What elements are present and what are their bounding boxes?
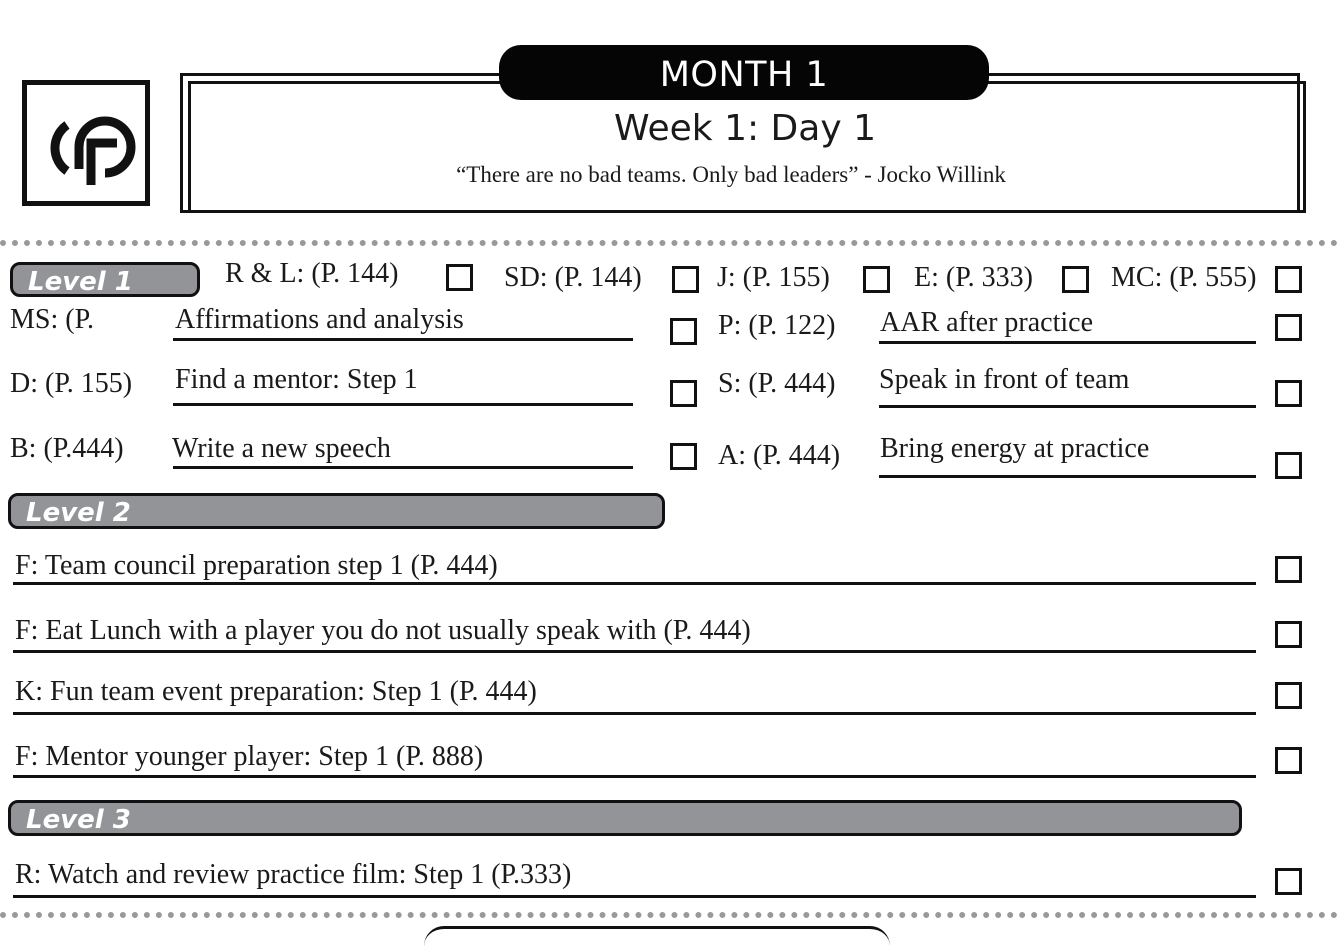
level2-item-2: F: Eat Lunch with a player you do not usually speak with (P. 444) <box>15 615 751 646</box>
level3-item-1-checkbox[interactable] <box>1275 868 1302 895</box>
level-3-bar: Level 3 <box>8 800 1242 836</box>
logo-mark-icon <box>27 85 145 201</box>
ref-mc-checkbox[interactable] <box>1275 266 1302 293</box>
row2-left-underline <box>173 403 633 406</box>
row1-left-underline <box>173 338 633 341</box>
row3-right-label: A: (P. 444) <box>718 440 841 471</box>
row2-right-label: S: (P. 444) <box>718 368 836 399</box>
level2-item-2-underline <box>13 650 1256 653</box>
level2-item-4: F: Mentor younger player: Step 1 (P. 888) <box>15 741 484 772</box>
row1-right-label: P: (P. 122) <box>718 310 836 341</box>
level2-item-3: K: Fun team event preparation: Step 1 (P. 444) <box>15 676 537 707</box>
level2-item-1-underline <box>13 582 1256 585</box>
row1-right-checkbox[interactable] <box>1275 314 1302 341</box>
level-1-bar: Level 1 <box>10 262 200 297</box>
row1-right-underline <box>879 341 1256 344</box>
ref-e-checkbox[interactable] <box>1062 266 1089 293</box>
next-section-pill-edge <box>424 926 890 949</box>
row3-right-item: Bring energy at practice <box>880 433 1150 464</box>
row2-right-item: Speak in front of team <box>879 364 1130 395</box>
level2-item-3-checkbox[interactable] <box>1275 682 1302 709</box>
top-dotted-separator <box>0 240 1338 246</box>
ref-e-label: E: (P. 333) <box>914 262 1033 293</box>
row1-left-checkbox[interactable] <box>670 318 697 345</box>
row3-right-underline <box>879 475 1256 478</box>
row1-left-item: Affirmations and analysis <box>175 304 464 335</box>
level-2-bar: Level 2 <box>8 493 665 529</box>
level2-item-4-underline <box>13 775 1256 778</box>
row3-left-checkbox[interactable] <box>670 443 697 470</box>
row2-left-label: D: (P. 155) <box>10 368 133 399</box>
level3-item-1: R: Watch and review practice film: Step 1 (P.333) <box>15 859 572 890</box>
level3-item-1-underline <box>13 895 1256 898</box>
month-badge: MONTH 1 <box>499 45 989 100</box>
row2-right-underline <box>879 405 1256 408</box>
level2-item-1-checkbox[interactable] <box>1275 556 1302 583</box>
row3-right-checkbox[interactable] <box>1275 452 1302 479</box>
row2-left-checkbox[interactable] <box>670 380 697 407</box>
ref-sd-checkbox[interactable] <box>672 266 699 293</box>
bottom-dotted-separator <box>0 912 1338 918</box>
level2-item-1: F: Team council preparation step 1 (P. 444) <box>15 550 498 581</box>
ref-sd-label: SD: (P. 144) <box>504 262 642 293</box>
row3-left-item: Write a new speech <box>172 433 391 464</box>
logo <box>22 80 150 206</box>
ref-j-checkbox[interactable] <box>863 266 890 293</box>
row2-right-checkbox[interactable] <box>1275 380 1302 407</box>
row3-left-underline <box>173 466 633 469</box>
ref-mc-label: MC: (P. 555) <box>1111 262 1257 293</box>
ref-rl-checkbox[interactable] <box>446 264 473 291</box>
level2-item-2-checkbox[interactable] <box>1275 621 1302 648</box>
level2-item-3-underline <box>13 712 1256 715</box>
quote: “There are no bad teams. Only bad leaders” - Jocko Willink <box>456 162 1006 187</box>
week-day-title: Week 1: Day 1 <box>614 108 876 149</box>
ref-rl-label: R & L: (P. 144) <box>225 258 399 289</box>
row2-left-item: Find a mentor: Step 1 <box>175 364 418 395</box>
row1-right-item: AAR after practice <box>880 307 1093 338</box>
row1-left-label: MS: (P. <box>10 304 95 335</box>
row3-left-label: B: (P.444) <box>10 433 124 464</box>
ref-j-label: J: (P. 155) <box>717 262 830 293</box>
level2-item-4-checkbox[interactable] <box>1275 747 1302 774</box>
